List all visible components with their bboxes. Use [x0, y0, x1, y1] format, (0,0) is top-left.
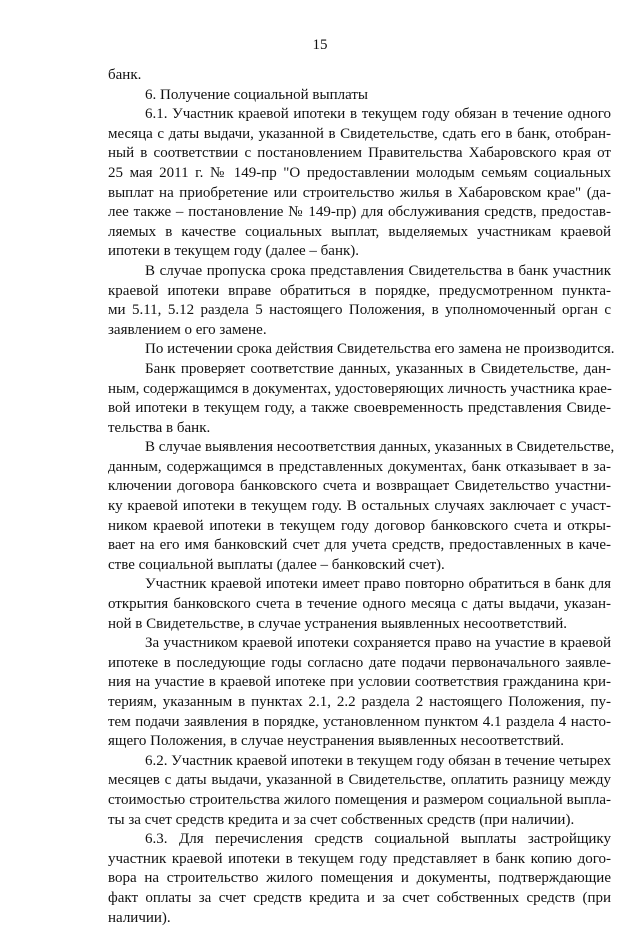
text-line: ипотеке в последующие годы согласно дате подачи первоначального заявле-: [108, 654, 611, 671]
text-line: лее также – постановление № 149-пр) для обслуживания средств, предостав-: [108, 204, 611, 221]
text-line: месяцев с даты выдачи, указанной в Свидетельстве, оплатить разницу между: [108, 772, 611, 789]
text-line: 6.1. Участник краевой ипотеки в текущем году обязан в течение одного: [145, 106, 611, 123]
text-line: факт оплаты за счет средств кредита и за счет собственных средств (при: [108, 889, 611, 906]
text-line: тельства в банк.: [108, 419, 211, 436]
text-line: стве социальной выплаты (далее – банковский счет).: [108, 556, 445, 573]
text-line: ящего Положения, в случае неустранения выявленных несоответствий.: [108, 733, 565, 750]
text-line: Участник краевой ипотеки имеет право повторно обратиться в банк для: [145, 576, 611, 593]
text-line: стоимостью строительства жилого помещения и размером социальной выпла-: [108, 791, 611, 808]
text-line: По истечении срока действия Свидетельства его замена не производится.: [145, 341, 615, 358]
text-line: вает на его имя банковский счет для учета средств, предоставленных в каче-: [108, 537, 611, 554]
text-line: открытия банковского счета в течение одного месяца с даты выдачи, указан-: [108, 596, 611, 613]
text-line: ный в соответствии с постановлением Правительства Хабаровского края от: [108, 145, 611, 162]
text-line: краевой ипотеки вправе обратиться в порядке, предусмотренном пункта-: [108, 282, 611, 299]
text-line: вора на строительство жилого помещения и документы, подтверждающие: [108, 870, 611, 887]
text-line: 6.3. Для перечисления средств социальной выплаты застройщику: [145, 831, 611, 848]
text-line: Банк проверяет соответствие данных, указанных в Свидетельстве, дан-: [145, 360, 611, 377]
text-line: наличии).: [108, 909, 171, 926]
text-line: териям, указанным в пунктах 2.1, 2.2 раздела 2 настоящего Положения, пу-: [108, 694, 611, 710]
text-line: 6.2. Участник краевой ипотеки в текущем году обязан в течение четырех: [145, 752, 611, 769]
section-heading: 6. Получение социальной выплаты: [145, 86, 368, 103]
text-line: ным, содержащимся в документах, удостоверяющих личность участника крае-: [108, 380, 612, 397]
text-line: ной в Свидетельстве, в случае устранения выявленных несоответствий.: [108, 615, 568, 632]
document-body: [108, 66, 615, 928]
text-line: ключении договора банковского счета и возвращает Свидетельство участни-: [108, 478, 611, 495]
page-number: 15: [312, 37, 328, 53]
text-line: заявлением о его замене.: [108, 321, 267, 338]
text-line: ния на участие в краевой ипотеке при условии соответствия гражданина кри-: [108, 674, 611, 691]
text-line: ипотеки в текущем году (далее – банк).: [108, 243, 360, 260]
text-line: ты за счет средств кредита и за счет собственных средств (при наличии).: [108, 811, 575, 828]
text-line: ку краевой ипотеки в текущем году. В остальных случаях заключает с участ-: [108, 498, 611, 515]
text-line: вой ипотеки в текущем году, а также своевременность представления Свиде-: [108, 400, 611, 417]
text-line: банк.: [108, 67, 142, 83]
text-line: ляемых в качестве социальных выплат, выделяемых участникам краевой: [108, 223, 611, 240]
text-line: месяца с даты выдачи, указанной в Свидетельстве, сдать его в банк, отобран-: [108, 125, 611, 142]
text-line: 25 мая 2011 г. № 149-пр "О предоставлении молодым семьям социальных: [108, 164, 611, 181]
text-line: ником краевой ипотеки в текущем году договор банковского счета и откры-: [108, 517, 611, 534]
text-line: В случае пропуска срока представления Свидетельства в банк участник: [145, 262, 611, 279]
text-line: В случае выявления несоответствия данных, указанных в Свидетельстве,: [145, 439, 615, 456]
text-line: За участником краевой ипотеки сохраняется право на участие в краевой: [145, 635, 611, 652]
text-line: тем подачи заявления в порядке, установленном пунктом 4.1 раздела 4 насто-: [108, 713, 611, 730]
text-line: ми 5.11, 5.12 раздела 5 настоящего Положения, в уполномоченный орган с: [108, 302, 611, 319]
text-line: данным, содержащимся в представленных документах, банк отказывает в за-: [108, 458, 611, 475]
text-line: выплат на приобретение или строительство жилья в Хабаровском крае" (да-: [108, 184, 611, 201]
text-line: участник краевой ипотеки в текущем году представляет в банк копию дого-: [108, 850, 611, 867]
